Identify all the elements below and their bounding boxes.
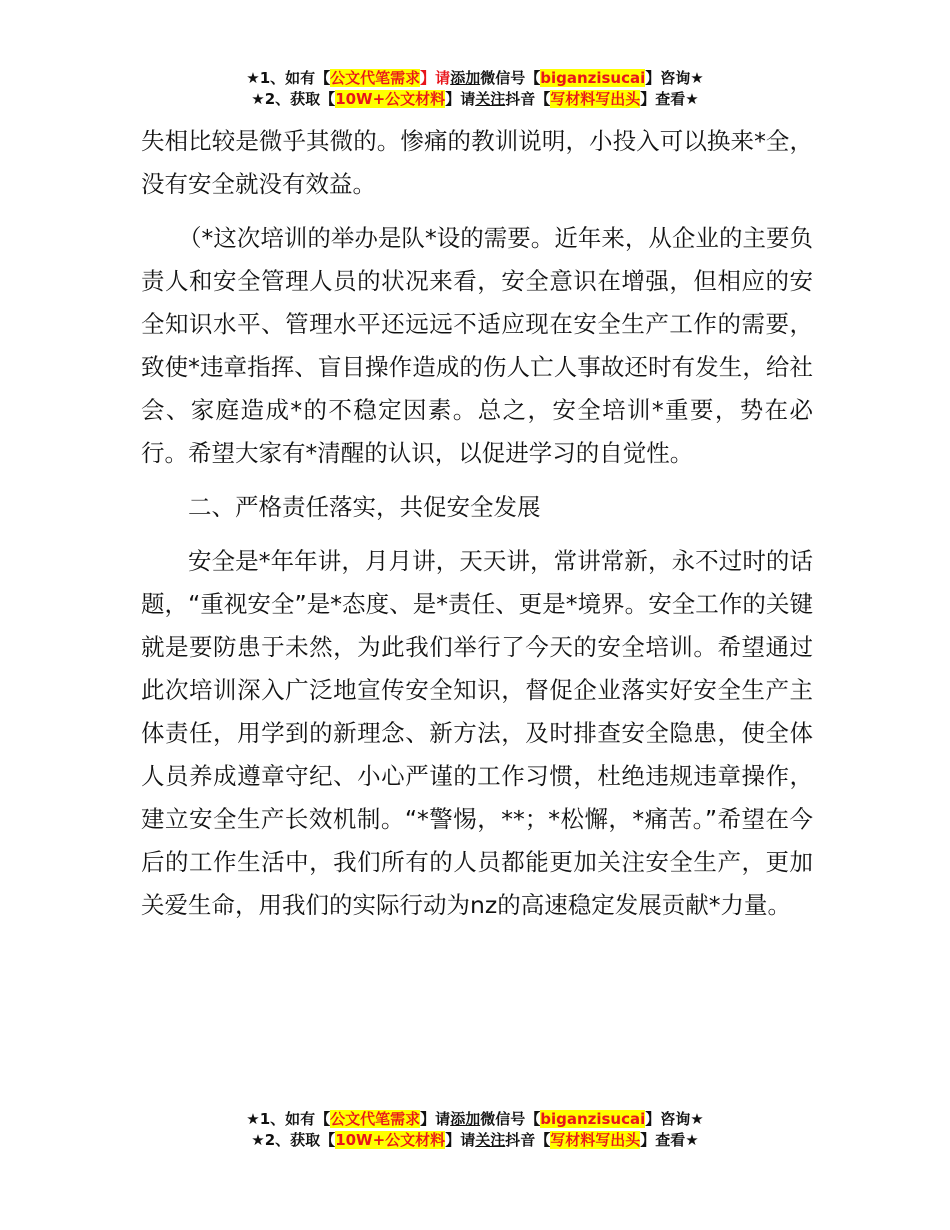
footer-notice-line-1: ★1、如有【公文代笔需求】请添加微信号【biganzisucai】咨询★: [246, 1110, 704, 1128]
header-notice-line-1: ★1、如有【公文代笔需求】请添加微信号【biganzisucai】咨询★: [246, 69, 704, 87]
paragraph: 失相比较是微乎其微的。惨痛的教训说明，小投入可以换来*全，没有安全就没有效益。: [141, 127, 813, 198]
highlight-ghostwriting: 公文代笔需求: [330, 69, 421, 87]
highlight-materials: 10W+公文材料: [335, 1131, 446, 1149]
header-notice-line-2: ★2、获取【10W+公文材料】请关注抖音【写材料写出头】查看★: [251, 90, 699, 108]
highlight-douyin: 写材料写出头: [550, 90, 641, 108]
highlight-materials: 10W+公文材料: [335, 90, 446, 108]
section-heading: 二、严格责任落实，共促安全发展: [188, 493, 541, 521]
highlight-wechat-id: biganzisucai: [540, 69, 646, 87]
paragraph: （*这次培训的举办是队*设的需要。近年来，从企业的主要负责人和安全管理人员的状况来看，安全意识在增强，但相应的安全知识水平、管理水平还远远不适应现在安全生产工作的需要，致使*违章指挥、盲目操作造成的伤人亡人事故还时有发生，给社会、家庭造成*的不稳定因素。总之，安全培训*重要，势在必行。希望大家有*清醒的认识，以促进学习的自觉性。: [141, 224, 813, 467]
header-notice: [0, 68, 950, 110]
footer-notice: [0, 1109, 950, 1151]
highlight-douyin: 写材料写出头: [550, 1131, 641, 1149]
highlight-ghostwriting: 公文代笔需求: [330, 1110, 421, 1128]
paragraph: 安全是*年年讲，月月讲，天天讲，常讲常新，永不过时的话题，“重视安全”是*态度、是*责任、更是*境界。安全工作的关键就是要防患于未然，为此我们举行了今天的安全培训。希望通过此次培训深入广泛地宣传安全知识，督促企业落实好安全生产主体责任，用学到的新理念、新方法，及时排查安全隐患，使全体人员养成遵章守纪、小心严谨的工作习惯，杜绝违规违章操作，建立安全生产长效机制。“*警惕，**；*松懈，*痛苦。”希望在今后的工作生活中，我们所有的人员都能更加关注安全生产，更加关爱生命，用我们的实际行动为nz的高速稳定发展贡献*力量。: [141, 547, 813, 919]
document-body: [141, 120, 813, 938]
highlight-wechat-id: biganzisucai: [540, 1110, 646, 1128]
footer-notice-line-2: ★2、获取【10W+公文材料】请关注抖音【写材料写出头】查看★: [251, 1131, 699, 1149]
